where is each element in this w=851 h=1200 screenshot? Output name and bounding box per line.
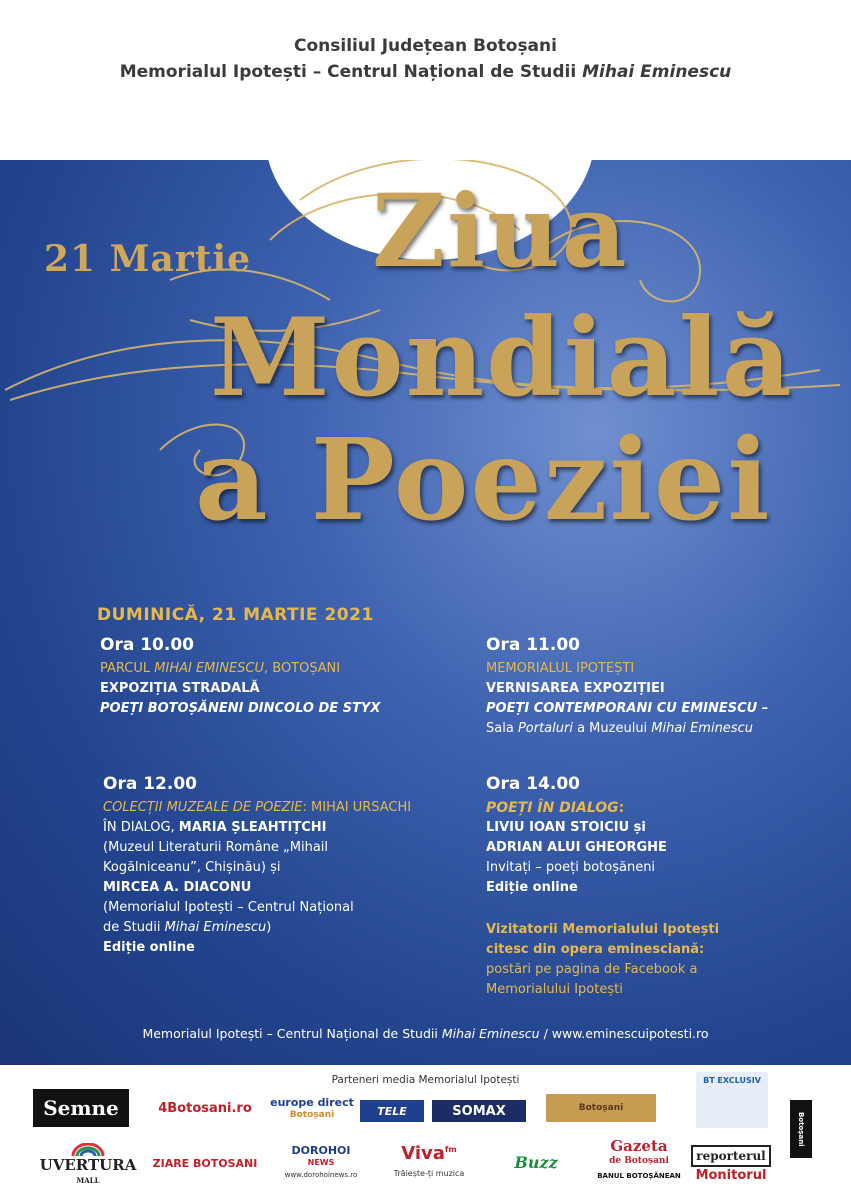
event-5-l3: postări pe pagina de Facebook a	[486, 962, 698, 977]
logo-dorohoi-news[interactable]	[272, 1142, 370, 1184]
logo-europe-direct[interactable]	[270, 1084, 354, 1134]
event-1-line2: POEȚI BOTOȘĂNENI DINCOLO DE STYX	[100, 701, 381, 716]
event-3-l7-b: Mihai Eminescu	[164, 920, 267, 935]
uvertura-label: UVERTURA	[39, 1156, 137, 1174]
event-4-title	[486, 798, 667, 818]
europe-direct-city: Botoșani	[289, 1110, 335, 1120]
event-2-line3-c: a Muzeului	[572, 721, 652, 736]
event-4-l4: Ediție online	[486, 880, 578, 895]
event-date: DUMINICĂ, 21 MARTIE 2021	[97, 605, 374, 625]
event-2-line3-d: Mihai Eminescu	[651, 721, 753, 736]
title-word-a-poeziei: a Poeziei	[195, 415, 772, 546]
partners-title: Parteneri media Memorialul Ipotești	[331, 1074, 520, 1086]
event-2-line3	[486, 719, 768, 739]
logo-uvertura[interactable]	[40, 1140, 136, 1192]
banul-label: BANUL BOTOȘĂNEAN	[597, 1171, 681, 1180]
event-1-line1: EXPOZIȚIA STRADALĂ	[100, 681, 260, 696]
dorohoi-label: DOROHOI	[291, 1144, 351, 1157]
viva-name: Viva	[401, 1143, 445, 1164]
event-4-l3: Invitați – poeți botoșăneni	[486, 860, 656, 875]
header-institution	[0, 62, 851, 82]
event-3-l5: MIRCEA A. DIACONU	[103, 880, 252, 895]
event-2-line2: POEȚI CONTEMPORANI CU EMINESCU –	[486, 701, 769, 716]
dorohoi-url: www.dorohoinews.ro	[284, 1171, 358, 1179]
rainbow-icon	[71, 1143, 105, 1157]
event-3-l7-a: de Studii	[103, 920, 165, 935]
event-3-dialog	[103, 818, 411, 838]
monitorul-label: Monitorul	[695, 1168, 767, 1183]
event-1-time: Ora 10.00	[100, 635, 194, 655]
gazeta-sub: de Botoșani	[609, 1155, 669, 1166]
reporterul-label: reporterul	[691, 1145, 770, 1167]
viva-fm: fm	[444, 1145, 457, 1154]
event-4-title-tail: :	[618, 800, 625, 816]
event-3-l6: (Memorialul Ipotești – Centrul Național	[103, 900, 354, 915]
logo-ziare-botosani[interactable]: ZIARE BOTOSANI	[152, 1156, 258, 1170]
event-3-title-italic: COLECȚII MUZEALE DE POEZIE	[103, 800, 303, 815]
event-5-l1: Vizitatorii Memorialului Ipotești	[486, 922, 720, 937]
gazeta-label: Gazeta	[610, 1136, 668, 1155]
event-3-l3: (Muzeul Literaturii Române „Mihail	[103, 840, 329, 855]
footer-url[interactable]: / www.eminescuipotesti.ro	[539, 1026, 709, 1041]
viva-label	[401, 1140, 457, 1164]
header	[0, 0, 851, 160]
header-institution-italic: Mihai Eminescu	[582, 62, 732, 82]
event-3-l8: Ediție online	[103, 940, 195, 955]
event-2-line3-a: Sala	[486, 721, 518, 736]
logo-bt-exclusiv[interactable]: BT EXCLUSIV	[696, 1072, 768, 1128]
footer-pre: Memorialul Ipotești – Centrul Național de Studii	[142, 1026, 442, 1041]
event-3-title-tail: : MIHAI URSACHI	[302, 800, 412, 815]
logo-tele[interactable]: TELE	[360, 1100, 424, 1122]
event-3-title	[103, 798, 411, 818]
poster-panel	[0, 160, 851, 1065]
event-1-place-post: , BOTOȘANI	[264, 661, 341, 676]
event-2-line3-b: Portaluri	[517, 721, 573, 736]
event-3-dialog-a: ÎN DIALOG,	[103, 820, 179, 835]
event-3	[103, 773, 411, 958]
event-3-l7	[103, 918, 411, 938]
dorohoi-sub: NEWS	[307, 1158, 335, 1167]
event-3-l7-c: )	[266, 920, 272, 935]
title-date: 21 Martie	[44, 238, 251, 280]
event-3-time: Ora 12.00	[103, 774, 197, 794]
event-5	[486, 920, 719, 1000]
europe-direct-label: europe direct	[270, 1096, 354, 1109]
event-4-title-italic: POEȚI ÎN DIALOG	[486, 800, 619, 816]
event-2-line1: VERNISAREA EXPOZIȚIEI	[486, 681, 665, 696]
event-4-l1: LIVIU IOAN STOICIU și	[486, 820, 646, 835]
media-partners	[0, 1068, 851, 1200]
logo-botosaneni-banner[interactable]: Botoșani	[546, 1094, 656, 1122]
event-5-l4: Memorialului Ipotești	[486, 982, 623, 997]
footer-website-line	[0, 1026, 851, 1041]
logo-buzz[interactable]: Buzz	[514, 1152, 558, 1172]
logo-botosani-vertical[interactable]: Botoșani	[790, 1100, 812, 1158]
event-3-dialog-b: MARIA ȘLEAHTIȚCHI	[178, 820, 327, 835]
event-2-place: MEMORIALUL IPOTEȘTI	[486, 661, 635, 676]
logo-viva-fm[interactable]	[384, 1140, 474, 1184]
event-2-time: Ora 11.00	[486, 635, 580, 655]
event-1-place	[100, 659, 380, 679]
event-1-place-italic: MIHAI EMINESCU	[154, 661, 264, 676]
uvertura-sub: MALL	[76, 1176, 100, 1185]
title-word-ziua: Ziua	[372, 172, 629, 290]
event-5-l2: citesc din opera eminesciană:	[486, 942, 705, 957]
logo-4botosani[interactable]: 4Botosani.ro	[158, 1100, 252, 1116]
logo-reporterul-monitorul[interactable]	[690, 1142, 772, 1188]
footer-italic: Mihai Eminescu	[441, 1026, 540, 1041]
event-3-l4: Kogălniceanu”, Chișinău) și	[103, 860, 281, 875]
event-1-place-pre: PARCUL	[100, 661, 155, 676]
event-1	[100, 634, 380, 719]
logo-semne[interactable]: Semne	[33, 1089, 129, 1127]
viva-sub: Trăiește-ți muzica	[393, 1169, 465, 1178]
logo-gazeta[interactable]	[596, 1134, 682, 1188]
logo-somax[interactable]: SOMAX	[432, 1100, 526, 1122]
event-4-l2: ADRIAN ALUI GHEORGHE	[486, 840, 667, 855]
header-organization: Consiliul Județean Botoșani	[294, 36, 557, 56]
event-2	[486, 634, 768, 739]
header-institution-text: Memorialul Ipotești – Centrul Național de Studii	[119, 62, 583, 82]
title-word-mondiala: Mondială	[210, 295, 794, 421]
event-4	[486, 773, 667, 898]
event-4-time: Ora 14.00	[486, 774, 580, 794]
